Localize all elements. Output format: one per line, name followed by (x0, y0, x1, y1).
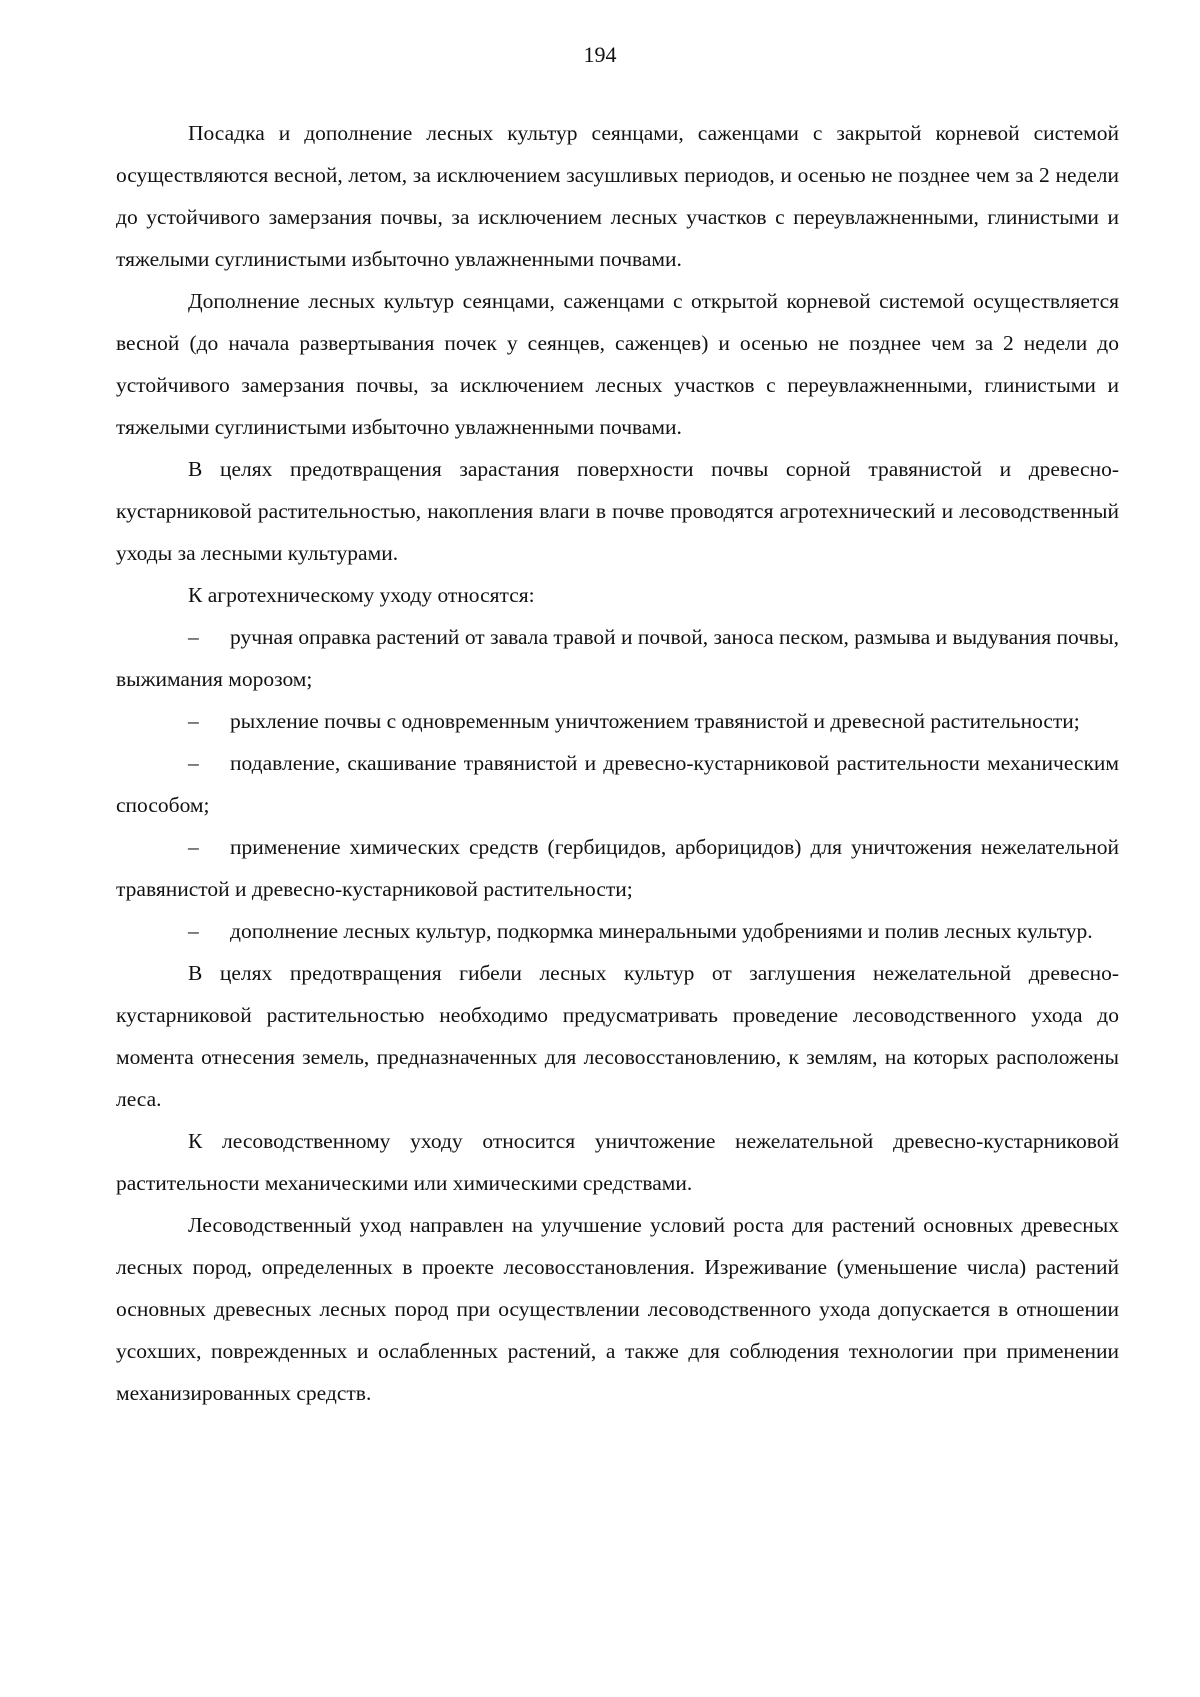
paragraph-planting-closed-roots: Посадка и дополнение лесных культур сеянцами, саженцами с закрытой корневой системой осуществляются весной, летом, за исключением засушливых периодов, и осенью не позднее чем за 2 недели до устойчивого замерзания почвы, за исключением лесных участков с переувлажненными, глинистыми и тяжелыми суглинистыми избыточно увлажненными почвами. (116, 121, 1119, 271)
paragraph-agrotech-intro: К агротехническому уходу относятся: (188, 583, 535, 607)
paragraph-silvicultural-care-definition: К лесоводственному уходу относится уничтожение нежелательной древесно-кустарниковой растительности механическими или химическими средствами. (116, 1129, 1119, 1195)
list-item (116, 616, 1119, 700)
list-item (116, 910, 1119, 952)
document-body (116, 112, 1119, 1414)
page-number: 194 (583, 42, 617, 67)
list-marker: – (188, 751, 199, 775)
list-item-text: рыхление почвы с одновременным уничтожением травянистой и древесной растительности; (230, 709, 1080, 733)
list-item (116, 700, 1119, 742)
list-marker: – (188, 835, 199, 859)
paragraph-care-purpose: В целях предотвращения зарастания поверхности почвы сорной травянистой и древесно-кустарниковой растительностью, накопления влаги в почве проводятся агротехнический и лесоводственный уходы за лесными культурами. (116, 457, 1119, 565)
list-item (116, 742, 1119, 826)
paragraph-silvicultural-care-goal: Лесоводственный уход направлен на улучшение условий роста для растений основных древесных лесных пород, определенных в проекте лесовосстановления. Изреживание (уменьшение числа) растений основных древесных лесных пород при осуществлении лесоводственного ухода допускается в отношении усохших, поврежденных и ослабленных растений, а также для соблюдения технологии при применении механизированных средств. (116, 1213, 1119, 1405)
list-item-text: ручная оправка растений от завала травой и почвой, заноса песком, размыва и выдувания почвы, выжимания морозом; (116, 625, 1119, 691)
list-marker: – (188, 625, 199, 649)
list-item-text: применение химических средств (гербицидов, арборицидов) для уничтожения нежелательной травянистой и древесно-кустарниковой растительности; (116, 835, 1119, 901)
list-item-text: подавление, скашивание травянистой и древесно-кустарниковой растительности механическим способом; (116, 751, 1119, 817)
paragraph-planting-open-roots: Дополнение лесных культур сеянцами, саженцами с открытой корневой системой осуществляется весной (до начала развертывания почек у сеянцев, саженцев) и осенью не позднее чем за 2 недели до устойчивого замерзания почвы, за исключением лесных участков с переувлажненными, глинистыми и тяжелыми суглинистыми избыточно увлажненными почвами. (116, 289, 1119, 439)
list-marker: – (188, 919, 199, 943)
paragraph-silvicultural-care-need: В целях предотвращения гибели лесных культур от заглушения нежелательной древесно-кустарниковой растительностью необходимо предусматривать проведение лесоводственного ухода до момента отнесения земель, предназначенных для лесовосстановлению, к землям, на которых расположены леса. (116, 961, 1119, 1111)
list-item-text: дополнение лесных культур, подкормка минеральными удобрениями и полив лесных культур. (230, 919, 1093, 943)
list-marker: – (188, 709, 199, 733)
list-item (116, 826, 1119, 910)
